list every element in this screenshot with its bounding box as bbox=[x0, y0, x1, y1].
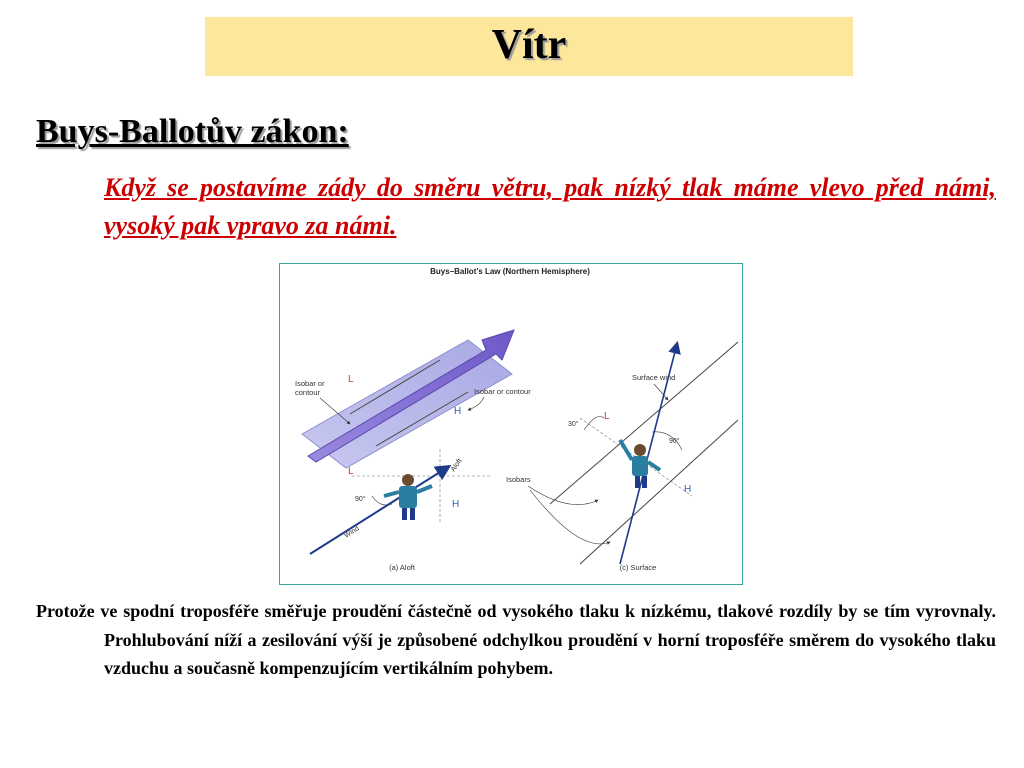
isobars-label: Isobars bbox=[506, 475, 531, 484]
surface-low: L bbox=[604, 411, 610, 422]
slide-title: Vítr bbox=[491, 22, 567, 68]
surface-angle-30: 30° bbox=[568, 421, 579, 428]
figure-drawing bbox=[280, 264, 742, 584]
aloft-wind-arrow bbox=[310, 467, 448, 554]
aloft-low-bottom: L bbox=[348, 466, 354, 477]
aloft-panel bbox=[295, 330, 531, 572]
explanation-paragraph: Protože ve spodní troposféře směřuje proudění částečně od vysokého tlaku k nízkému, tlakové rozdíly by se tím vyrovnaly. Prohlubování níží a zesilování výší je způsobené odchylkou proudění v horní troposféře směrem do vysokého tlaku vzduchu a současně kompenzujícím vertikálním pohybem. bbox=[36, 601, 996, 678]
surface-panel bbox=[506, 342, 738, 572]
aloft-wind-label: Wind bbox=[343, 525, 361, 540]
section-heading: Buys-Ballotův zákon: bbox=[36, 113, 349, 150]
aloft-caption: (a) Aloft bbox=[389, 563, 415, 572]
surface-angle-90: 90° bbox=[669, 438, 680, 445]
rule-statement: Když se postavíme zády do směru větru, pak nízký tlak máme vlevo před námi, vysoký pak vpravo za námi. bbox=[104, 173, 996, 240]
surface-wind-label: Surface wind bbox=[632, 373, 676, 382]
upper-wind-arrow bbox=[308, 330, 514, 462]
aloft-high-bottom: H bbox=[452, 499, 460, 510]
aloft-label: Aloft bbox=[449, 457, 464, 474]
aloft-high-top: H bbox=[454, 406, 462, 417]
isobar-label-line1: Isobar or bbox=[295, 379, 325, 388]
isobar-label-line2: contour bbox=[295, 388, 321, 397]
figure-title: Buys–Ballot’s Law (Northern Hemisphere) bbox=[430, 267, 590, 276]
isobars-pointer-1 bbox=[528, 486, 598, 505]
person-surface bbox=[620, 440, 660, 488]
surface-high: H bbox=[684, 484, 692, 495]
buys-ballot-figure bbox=[279, 263, 743, 585]
surface-isobar-lower bbox=[580, 420, 738, 564]
aloft-low-top: L bbox=[348, 374, 354, 385]
isobar-label-right: Isobar or contour bbox=[474, 387, 531, 396]
title-banner bbox=[205, 17, 853, 76]
isobars-pointer-2 bbox=[530, 490, 610, 544]
isobar-pointer-right bbox=[468, 397, 484, 410]
surface-caption: (c) Surface bbox=[619, 563, 657, 572]
aloft-angle-90: 90° bbox=[355, 496, 366, 503]
